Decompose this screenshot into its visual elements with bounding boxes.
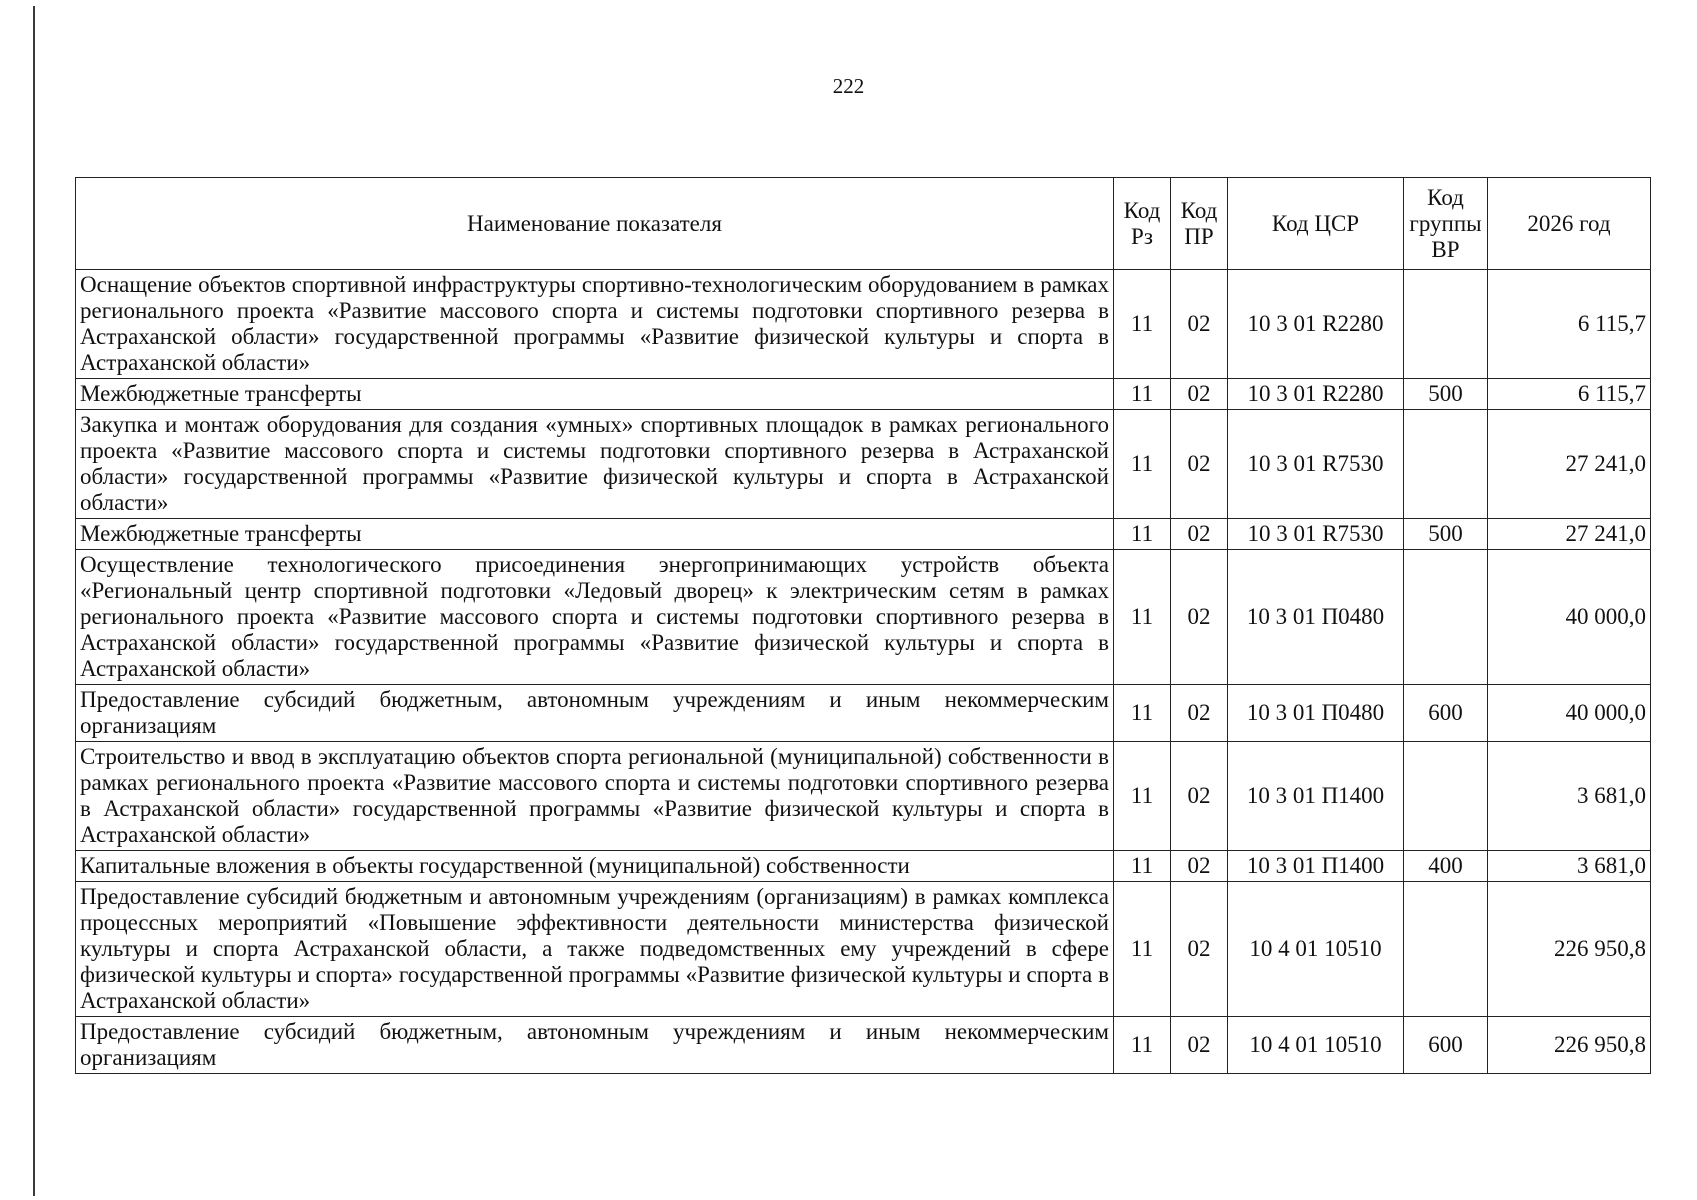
row-code-vr: 500 (1404, 519, 1488, 550)
row-amount: 6 115,7 (1488, 270, 1651, 379)
row-name: Строительство и ввод в эксплуатацию объектов спорта региональной (муниципальной) собственности в рамках регионального проекта «Развитие массового спорта и системы подготовки спортивного резерва в Астраханской области» государственной программы «Развитие физической культуры и спорта в Астраханской области» (76, 742, 1114, 851)
table-row (76, 1017, 1651, 1074)
row-code-pr: 02 (1171, 685, 1228, 742)
row-amount: 27 241,0 (1488, 410, 1651, 519)
row-code-vr (1404, 882, 1488, 1017)
row-code-rz: 11 (1114, 685, 1171, 742)
table-row (76, 519, 1651, 550)
table-row (76, 270, 1651, 379)
row-code-rz: 11 (1114, 882, 1171, 1017)
header-year-2026: 2026 год (1488, 178, 1651, 270)
row-code-pr: 02 (1171, 1017, 1228, 1074)
row-code-csr: 10 3 01 R2280 (1228, 270, 1404, 379)
row-amount: 40 000,0 (1488, 550, 1651, 685)
row-code-rz: 11 (1114, 1017, 1171, 1074)
header-name: Наименование показателя (76, 178, 1114, 270)
binding-margin-line (33, 6, 35, 1196)
table-row (76, 742, 1651, 851)
row-code-rz: 11 (1114, 379, 1171, 410)
row-amount: 27 241,0 (1488, 519, 1651, 550)
row-code-csr: 10 3 01 П1400 (1228, 851, 1404, 882)
row-name: Оснащение объектов спортивной инфраструктуры спортивно-технологическим оборудованием в рамках регионального проекта «Развитие массового спорта и системы подготовки спортивного резерва в Астраханской области» государственной программы «Развитие физической культуры и спорта в Астраханской области» (76, 270, 1114, 379)
row-name: Межбюджетные трансферты (76, 519, 1114, 550)
row-code-csr: 10 3 01 R2280 (1228, 379, 1404, 410)
row-code-rz: 11 (1114, 851, 1171, 882)
row-code-csr: 10 3 01 R7530 (1228, 410, 1404, 519)
row-code-vr (1404, 270, 1488, 379)
row-code-rz: 11 (1114, 519, 1171, 550)
row-code-vr: 600 (1404, 1017, 1488, 1074)
row-code-pr: 02 (1171, 882, 1228, 1017)
table-row (76, 685, 1651, 742)
row-code-pr: 02 (1171, 270, 1228, 379)
table-row (76, 410, 1651, 519)
row-code-rz: 11 (1114, 742, 1171, 851)
header-code-pr: Код ПР (1171, 178, 1228, 270)
row-amount: 3 681,0 (1488, 851, 1651, 882)
row-name: Предоставление субсидий бюджетным, автономным учреждениям и иным некоммерческим организациям (76, 685, 1114, 742)
row-code-csr: 10 3 01 R7530 (1228, 519, 1404, 550)
row-name: Закупка и монтаж оборудования для создания «умных» спортивных площадок в рамках регионального проекта «Развитие массового спорта и системы подготовки спортивного резерва в Астраханской области» государственной программы «Развитие физической культуры и спорта в Астраханской области» (76, 410, 1114, 519)
row-code-rz: 11 (1114, 550, 1171, 685)
row-name: Предоставление субсидий бюджетным, автономным учреждениям и иным некоммерческим организациям (76, 1017, 1114, 1074)
row-name: Капитальные вложения в объекты государственной (муниципальной) собственности (76, 851, 1114, 882)
table-header-row (76, 178, 1651, 270)
row-code-csr: 10 3 01 П0480 (1228, 685, 1404, 742)
row-amount: 40 000,0 (1488, 685, 1651, 742)
row-code-pr: 02 (1171, 410, 1228, 519)
row-code-pr: 02 (1171, 379, 1228, 410)
row-code-vr (1404, 410, 1488, 519)
row-code-pr: 02 (1171, 550, 1228, 685)
row-code-rz: 11 (1114, 410, 1171, 519)
row-code-vr (1404, 550, 1488, 685)
row-amount: 3 681,0 (1488, 742, 1651, 851)
header-code-vr: Код группы ВР (1404, 178, 1488, 270)
row-amount: 6 115,7 (1488, 379, 1651, 410)
row-code-vr (1404, 742, 1488, 851)
row-code-csr: 10 4 01 10510 (1228, 1017, 1404, 1074)
table-row (76, 851, 1651, 882)
page-number: 222 (832, 74, 865, 98)
row-name: Осуществление технологического присоединения энергопринимающих устройств объекта «Региональный центр спортивной подготовки «Ледовый дворец» к электрическим сетям в рамках регионального проекта «Развитие массового спорта и системы подготовки спортивного резерва в Астраханской области» государственной программы «Развитие физической культуры и спорта в Астраханской области» (76, 550, 1114, 685)
row-code-pr: 02 (1171, 519, 1228, 550)
header-code-csr: Код ЦСР (1228, 178, 1404, 270)
table-row (76, 550, 1651, 685)
header-code-rz: Код Рз (1114, 178, 1171, 270)
row-code-vr: 500 (1404, 379, 1488, 410)
row-code-pr: 02 (1171, 851, 1228, 882)
table-row (76, 379, 1651, 410)
row-amount: 226 950,8 (1488, 1017, 1651, 1074)
row-name: Межбюджетные трансферты (76, 379, 1114, 410)
row-code-csr: 10 3 01 П1400 (1228, 742, 1404, 851)
table-row (76, 882, 1651, 1017)
row-name: Предоставление субсидий бюджетным и автономным учреждениям (организациям) в рамках комплекса процессных мероприятий «Повышение эффективности деятельности министерства физической культуры и спорта Астраханской области, а также подведомственных ему учреждений в сфере физической культуры и спорта» государственной программы «Развитие физической культуры и спорта в Астраханской области» (76, 882, 1114, 1017)
row-code-csr: 10 4 01 10510 (1228, 882, 1404, 1017)
budget-table (75, 177, 1651, 1074)
row-code-rz: 11 (1114, 270, 1171, 379)
row-amount: 226 950,8 (1488, 882, 1651, 1017)
row-code-csr: 10 3 01 П0480 (1228, 550, 1404, 685)
row-code-vr: 400 (1404, 851, 1488, 882)
row-code-pr: 02 (1171, 742, 1228, 851)
row-code-vr: 600 (1404, 685, 1488, 742)
